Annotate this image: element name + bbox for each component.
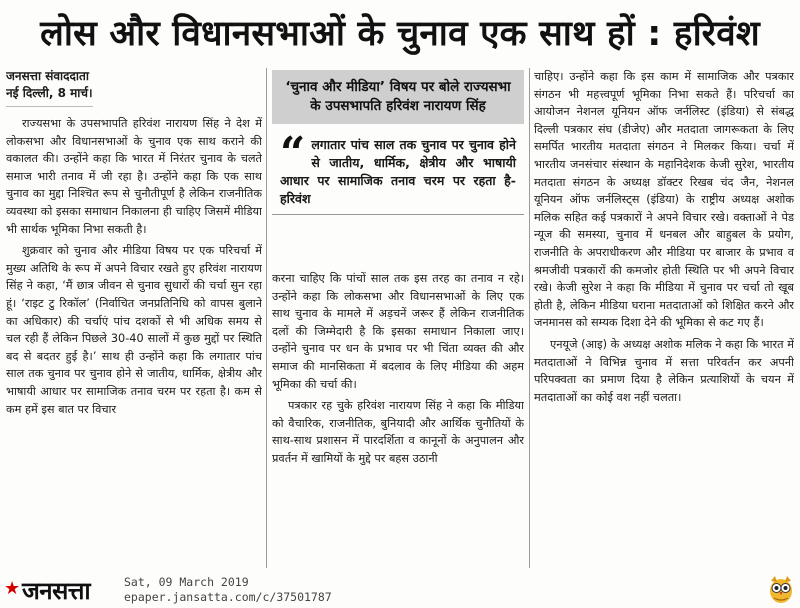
paragraph: शुक्रवार को चुनाव और मीडिया विषय पर एक परिचर्चा में मुख्य अतिथि के रूप में अपने विचार रखते हुए हरिवंश नारायण सिंह ने कहा, ‘मैं छात्र जीवन से चुनाव सुधारों की चर्चा सुन रहा हूं। ‘राइट टु रिकॉल’ (निर्वाचित जनप्रतिनिधि को वापस बुलाने का अधिकार) की चर्चाएं पांच दशकों से भी अधिक समय से चल रही हैं लेकिन पिछले 30-40 सालों में कुछ मुद्दों पर स्थिति बद से बदतर हुई है।’ साथ ही उन्होंने कहा कि लगातार पांच साल तक चुनाव पर चुनाव होने से जातीय, धार्मिक, क्षेत्रीय और भाषायी आधार पर सामाजिक तनाव चरम पर रहता है। कम से कम हमें इस बात पर विचार: [6, 244, 262, 416]
epaper-info: [124, 575, 332, 605]
jansatta-logo: जनसत्ता: [22, 577, 91, 605]
highlight-box: [272, 70, 524, 260]
reporter-credit: जनसत्ता संवाददाता: [6, 69, 89, 83]
column-divider: [529, 68, 530, 568]
owl-icon: [766, 574, 796, 604]
highlight-heading: ‘चुनाव और मीडिया’ विषय पर बोले राज्यसभा के उपसभापति हरिवंश नारायण सिंह: [272, 70, 524, 124]
paragraph: राज्यसभा के उपसभापति हरिवंश नारायण सिंह ने देश में लोकसभा और विधानसभाओं के चुनाव एक साथ कराने की वकालत की। उन्होंने कहा कि भारत में निरंतर चुनाव के चलते समाज भारी तनाव में जी रहा है। उन्होंने कहा कि एक साथ चुनाव का मुद्दा निश्चित रूप से चुनौतीपूर्ण है लेकिन राजनीतिक व्यवस्था को इसका समाधान निकालना ही चाहिए जिसमें मीडिया भी सार्थक भूमिका निभा सकती है।: [6, 117, 262, 236]
star-icon: ★: [4, 578, 21, 599]
pull-quote-text: लगातार पांच साल तक चुनाव पर चुनाव होने से जातीय, धार्मिक, क्षेत्रीय और भाषायी आधार पर सामाजिक तनाव चरम पर रहता है- हरिवंश: [280, 137, 516, 206]
headline: लोस और विधानसभाओं के चुनाव एक साथ हों : हरिवंश: [40, 14, 760, 54]
paragraph: एनयूजे (आइ) के अध्यक्ष अशोक मलिक ने कहा कि भारत में मतदाताओं ने विभिन्न चुनाव में सत्ता परिवर्तन कर अपनी परिपक्वता का प्रमाण दिया है लेकिन प्रत्याशियों के चयन में मतदाताओं का कोई वश नहीं चलता।: [534, 337, 794, 404]
quote-mark-icon: “: [280, 128, 306, 179]
article-column-2: [272, 270, 524, 570]
paragraph: करना चाहिए कि पांचों साल तक इस तरह का तनाव न रहे। उन्होंने कहा कि लोकसभा और विधानसभाओं के लिए एक साथ चुनाव के मामले में अड़चनें जरूर हैं लेकिन राजनीतिक दलों की जिम्मेदारी है कि इसका समाधान निकाला जाए। उन्होंने चुनाव पर धन के प्रभाव पर भी चिंता व्यक्त की और समाज की मानसिकता में बदलाव के लिए मीडिया की अहम भूमिका की चर्चा की।: [272, 272, 524, 391]
byline: [6, 68, 262, 107]
epaper-url[interactable]: epaper.jansatta.com/c/37501787: [124, 590, 332, 604]
article-column-3: [534, 68, 794, 568]
column-divider: [266, 68, 267, 568]
article-column-1: [6, 68, 262, 568]
paragraph: चाहिए। उन्होंने कहा कि इस काम में सामाजिक और पत्रकार संगठन भी महत्त्वपूर्ण भूमिका निभा सकते हैं। परिचर्चा का आयोजन नेशनल यूनियन ऑफ जर्नलिस्ट (इंडिया) से संबद्ध दिल्ली पत्रकार संघ (डीजेए) और मतदाता जागरूकता के लिए समर्पित भारतीय मतदाता संगठन ने मिलकर किया। चर्चा में भारतीय जनसंचार संस्थान के महानिदेशक केजी सुरेश, भारतीय मतदाता संगठन के अध्यक्ष डॉक्टर रिखब चंद जैन, नेशनल यूनियन ऑफ जर्नलिस्ट्स (इंडिया) के राष्ट्रीय अध्यक्ष अशोक मलिक सहित कई पत्रकारों ने अपने विचार रखे। वक्ताओं ने पेड न्यूज की समस्या, चुनाव में धनबल और बाहुबल के प्रयोग, राजनीति के अपराधीकरण और मीडिया पर बाजार के प्रभाव व श्रमजीवी पत्रकारों की कमजोर होती स्थिति पर भी अपने विचार रखे। केजी सुरेश ने कहा कि मीडिया में चुनाव पर चर्चा तो खूब होती है, लेकिन मीडिया घराना मतदाताओं को शिक्षित करने और जनमानस को सम्यक दिशा देने की भूमिका से कट गए हैं।: [534, 70, 794, 330]
paragraph: पत्रकार रह चुके हरिवंश नारायण सिंह ने कहा कि मीडिया को वैचारिक, राजनीतिक, बुनियादी और आर्थिक चुनौतियों के साथ-साथ प्रशासन में पारदर्शिता व कानूनों के अनुपालन और प्रवर्तन में खामियों के मुद्दे पर बहस उठानी: [272, 399, 524, 465]
pull-quote: [272, 128, 524, 215]
dateline: नई दिल्ली, 8 मार्च।: [6, 85, 93, 107]
epaper-date: Sat, 09 March 2019: [124, 575, 249, 589]
epaper-footer: [0, 572, 800, 608]
